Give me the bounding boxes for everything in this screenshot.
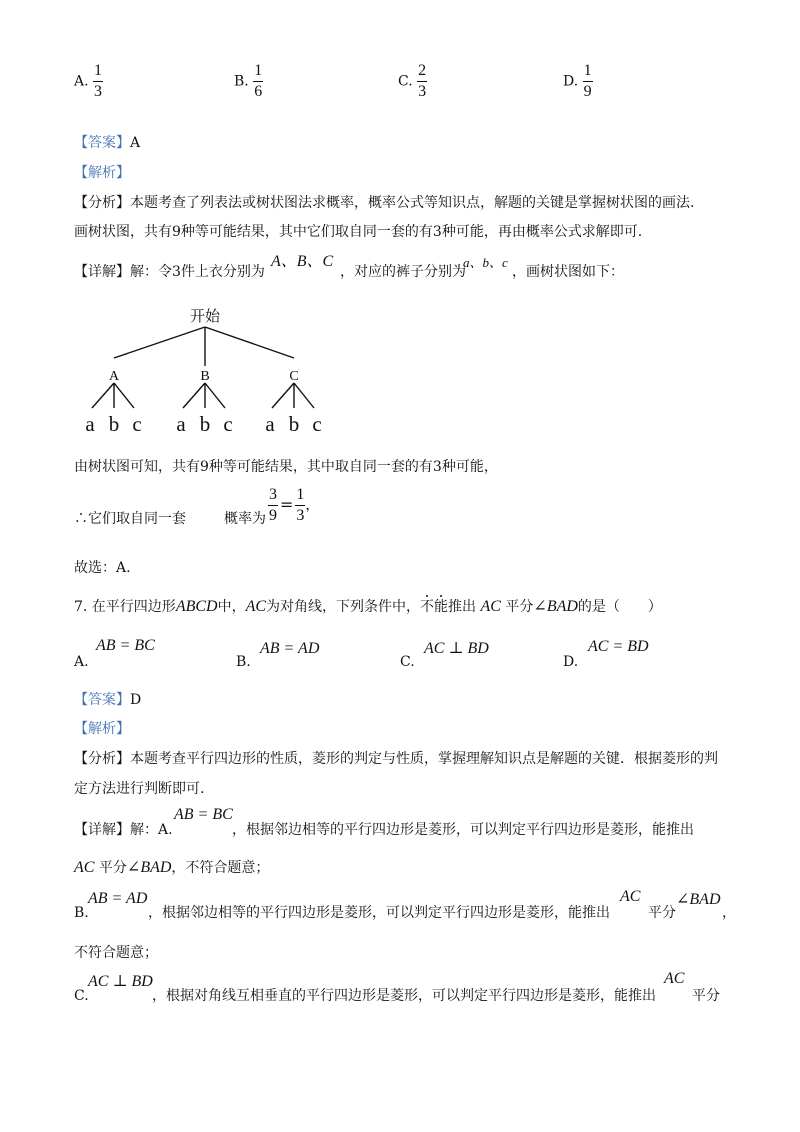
option-letter: B.: [236, 654, 251, 670]
denominator: 6: [254, 83, 263, 100]
q7-a-conclusion: [74, 858, 269, 878]
q7-b-comma: ，: [722, 905, 736, 921]
equals-sign: =: [280, 494, 294, 514]
numerator: 2: [418, 62, 427, 79]
comma: ，: [305, 497, 320, 514]
math-ac: AC: [74, 859, 95, 876]
q7-c-ping: 平分: [692, 988, 720, 1004]
q7-option-b-expr: AB = AD: [260, 640, 320, 657]
option-letter: D.: [563, 73, 579, 90]
q7-option-a: [74, 652, 89, 672]
tree-leaf: a: [85, 412, 95, 436]
tree-node-c: C: [289, 369, 299, 384]
q7-option-d-expr: AC = BD: [588, 638, 649, 655]
emphasis-neng: 能: [434, 599, 449, 615]
q7-stem: [74, 597, 662, 617]
math-angle: ∠BAD: [126, 859, 172, 876]
math-ac: AC: [245, 598, 267, 615]
answer-tag: 【答案】: [74, 692, 130, 708]
tree-leaf: c: [312, 412, 322, 436]
tree-leaf: b: [288, 412, 300, 436]
fenxi-tag: 【分析】: [74, 195, 130, 211]
stem-text: 为对角线，下列条件中，: [266, 599, 421, 615]
q7-c-letter: C.: [74, 988, 89, 1004]
denominator: 9: [269, 507, 277, 524]
stem-text: 推出: [448, 599, 477, 615]
answer-value: D: [130, 692, 142, 708]
q7-jiexi-tag: 【解析】: [74, 721, 130, 737]
q7-b-not-fit: 不符合题意；: [74, 945, 158, 961]
q7-c-expr: AC ⊥ BD: [88, 973, 153, 990]
q6-prob-label: 概率为: [224, 511, 266, 527]
q7-fenxi-line2: 定方法进行判断即可.: [74, 781, 205, 797]
q6-xiangjie-p2: ，对应的裤子分别为: [340, 264, 466, 280]
q7-option-b: [236, 652, 251, 672]
q7-option-a-expr: AB = BC: [96, 637, 155, 654]
option-letter: C.: [398, 73, 413, 90]
option-letter: B.: [234, 73, 249, 90]
pant-labels: a、b、c: [463, 255, 508, 270]
fenxi-tag: 【分析】: [74, 751, 130, 767]
q6-choose: 故选：A.: [74, 560, 131, 576]
text-ping: 平分: [98, 860, 127, 876]
q7-b-ac: AC: [620, 888, 641, 905]
text-not-fit: ，不符合题意；: [171, 860, 270, 876]
numerator: 1: [296, 486, 305, 503]
q7-b-ping: 平分: [648, 905, 676, 921]
denominator: 9: [583, 83, 592, 100]
tree-leaf: b: [199, 412, 211, 436]
numerator: 1: [94, 62, 103, 79]
xiangjie-text: 解：A.: [130, 822, 173, 838]
denominator: 3: [418, 83, 427, 100]
q6-xiangjie-p3: ，画树状图如下：: [512, 264, 624, 280]
q6-jiexi-tag: 【解析】: [74, 165, 130, 181]
numerator: 1: [254, 62, 263, 79]
numerator: 3: [269, 486, 277, 503]
q7-fenxi-line1: [74, 749, 718, 769]
xiangjie-tag: 【详解】: [74, 822, 130, 838]
fenxi-text: 本题考查了列表法或树状图法求概率，概率公式等知识点，解题的关键是掌握树状图的画法.: [130, 195, 695, 211]
tree-leaf: c: [132, 412, 142, 436]
q7-xiangjie-p2: ，根据邻边相等的平行四边形是菱形，可以判定平行四边形是菱形，能推出: [232, 822, 694, 838]
q7-b-letter: B.: [74, 905, 89, 921]
q7-answer: [74, 690, 141, 710]
stem-text: 平分: [505, 599, 534, 615]
denominator: 3: [94, 83, 103, 100]
q7-b-expr: AB = AD: [88, 890, 148, 907]
q6-therefore-text: ∴它们取自同一套: [74, 511, 186, 527]
xiangjie-text: 解：令3件上衣分别为: [130, 264, 265, 280]
q7-option-c: [400, 652, 415, 672]
tree-leaf: a: [176, 412, 186, 436]
q6-prob-expr: [268, 486, 319, 525]
prob-fraction: [268, 486, 278, 525]
option-letter: D.: [563, 654, 579, 670]
q6-fenxi-line2: 画树状图，共有9种等可能结果，其中它们取自同一套的有3种可能，再由概率公式求解即可.: [74, 224, 643, 240]
math-angle: ∠BAD: [533, 598, 578, 615]
option-letter: A.: [74, 73, 89, 90]
tree-edges: [92, 327, 314, 408]
q7-option-d: [563, 652, 578, 672]
prob-fraction: [295, 486, 305, 525]
math-abcd: ABCD: [175, 598, 218, 615]
q7-c-text: ，根据对角线互相垂直的平行四边形是菱形，可以判定平行四边形是菱形，能推出: [152, 988, 656, 1004]
q7-b-text: ，根据邻边相等的平行四边形是菱形，可以判定平行四边形是菱形，能推出: [148, 905, 610, 921]
q7-b-angle: ∠BAD: [676, 891, 721, 908]
q7-option-c-expr: AC ⊥ BD: [424, 640, 489, 657]
q7-xiangjie-expr: AB = BC: [174, 806, 233, 823]
tree-node-a: A: [108, 369, 120, 384]
denominator: 3: [296, 507, 305, 524]
option-letter: A.: [74, 654, 89, 670]
tree-leaf: b: [108, 412, 120, 436]
stem-text: 的是（ ）: [577, 599, 662, 615]
q7-xiangjie: [74, 820, 173, 840]
answer-value: A: [130, 135, 141, 151]
option-letter: C.: [400, 654, 415, 670]
q6-after-tree: 由树状图可知，共有9种等可能结果，其中取自同一套的有3种可能，: [74, 459, 498, 475]
tree-node-b: B: [200, 369, 210, 384]
emphasis-bu: 不: [420, 599, 435, 615]
stem-text: 中，: [217, 599, 246, 615]
numerator: 1: [583, 62, 592, 79]
q7-c-ac: AC: [664, 970, 685, 987]
question-number: 7. 在平行四边形: [74, 599, 176, 615]
answer-tag: 【答案】: [74, 135, 130, 151]
tree-root: 开始: [189, 309, 221, 325]
tree-leaf: c: [223, 412, 233, 436]
math-ac: AC: [480, 598, 501, 615]
fenxi-text: 本题考查平行四边形的性质，菱形的判定与性质，掌握理解知识点是解题的关键．根据菱形的判: [130, 751, 718, 767]
xiangjie-tag: 【详解】: [74, 264, 130, 280]
shirt-labels: A、B、C: [271, 253, 334, 270]
tree-diagram: [0, 0, 800, 450]
tree-leaf: a: [265, 412, 275, 436]
